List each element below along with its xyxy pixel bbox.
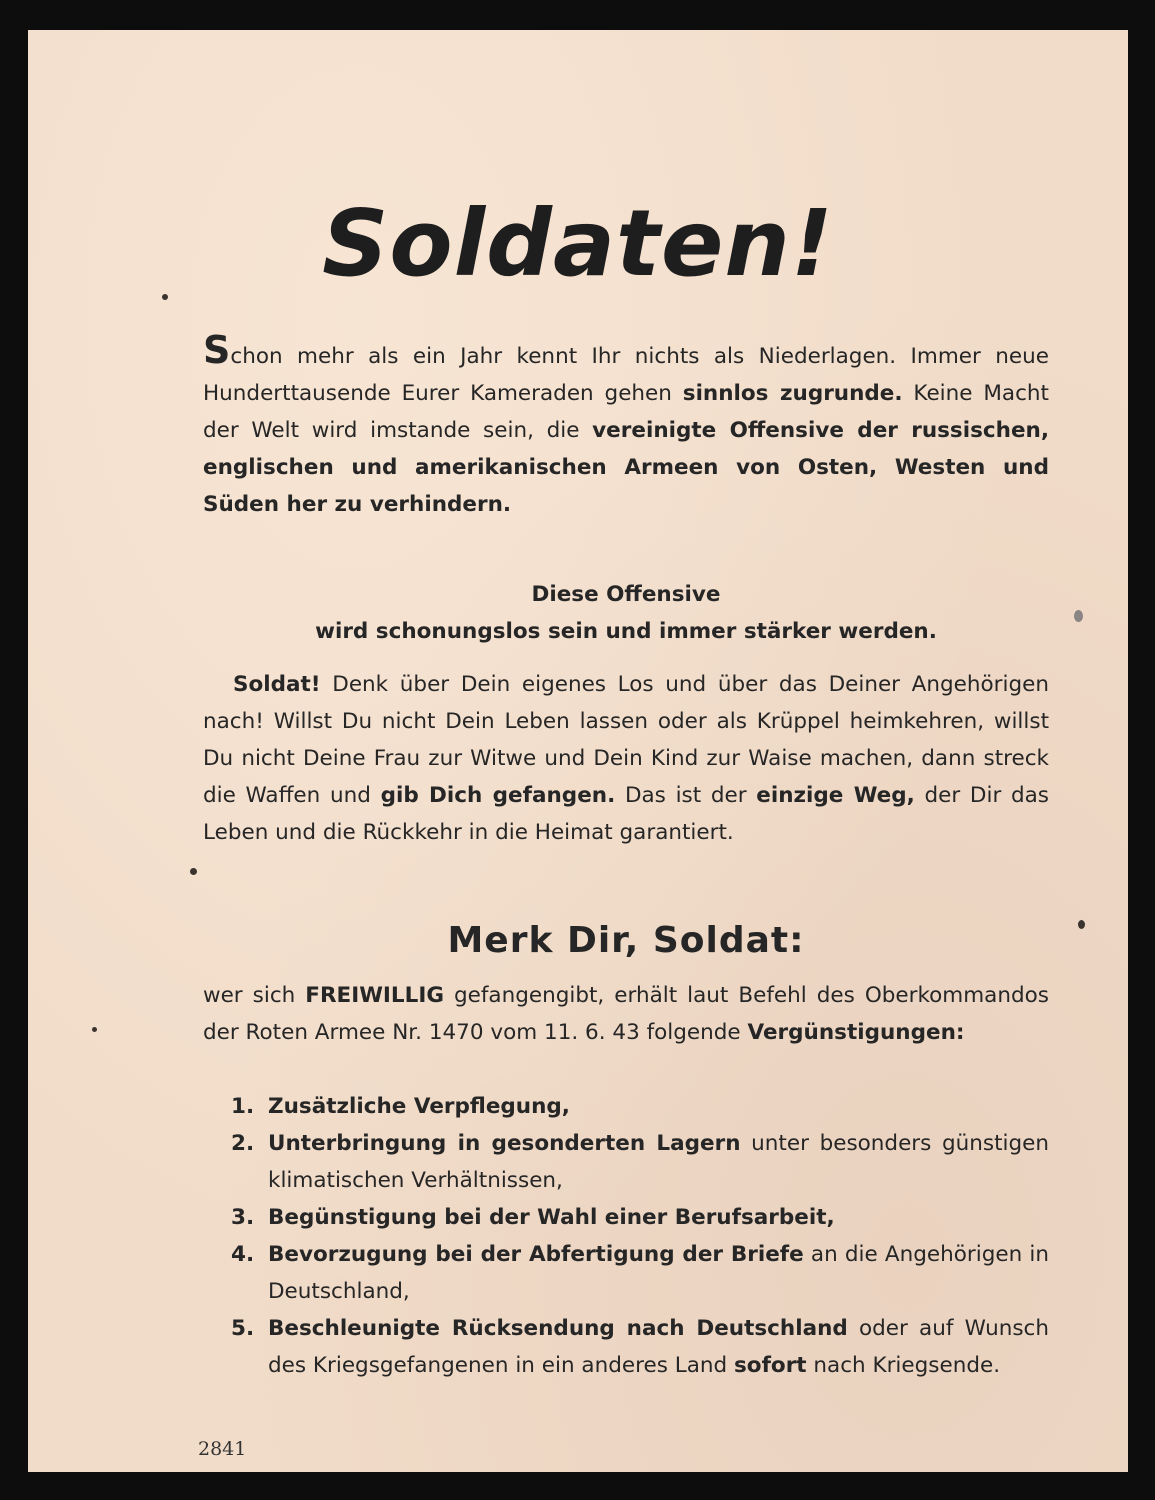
list-item — [203, 1199, 1049, 1236]
ink-spot — [1074, 610, 1083, 622]
list-item-number: 1. — [231, 1094, 255, 1119]
list-item-number: 4. — [231, 1242, 255, 1267]
list-item-bold-2: sofort — [734, 1353, 807, 1378]
appeal-bold-a: Soldat! — [233, 672, 321, 697]
intro-bold-b: vereinigte Offensive der russischen, englischen und amerikanischen Armeen von Osten, Westen und Süden her zu verhindern. — [203, 418, 1050, 517]
leaflet-paper — [28, 30, 1128, 1472]
list-item-text: unter besonders günstigen klimatischen Verhältnissen, — [268, 1131, 1049, 1193]
list-item-text: oder auf Wunsch des Kriegsgefangenen in ein anderes Land — [268, 1316, 1049, 1378]
appeal-bold-c: einzige Weg, — [756, 783, 915, 808]
section-heading: Merk Dir, Soldat: — [447, 920, 805, 961]
page-title: Soldaten! — [322, 190, 834, 297]
centered-line-2: wird schonungslos sein und immer stärker werden. — [315, 619, 937, 644]
list-item — [203, 1310, 1049, 1384]
benefits-list — [203, 1088, 1049, 1384]
appeal-bold-b: gib Dich gefangen. — [380, 783, 616, 808]
intro-text-b: Keine Macht der Welt wird imstande sein, die — [203, 381, 1049, 443]
list-item-number: 5. — [231, 1316, 255, 1341]
centered-line-1: Diese Offensive — [531, 582, 721, 607]
appeal-paragraph — [203, 666, 1049, 851]
centered-statement — [203, 576, 1049, 650]
list-item-bold: Bevorzugung bei der Abfertigung der Briefe — [268, 1242, 804, 1267]
list-item-bold: Beschleunigte Rücksendung nach Deutschland — [268, 1316, 848, 1341]
list-item-bold: Zusätzliche Verpflegung, — [268, 1094, 570, 1119]
list-item-text-2: nach Kriegsende. — [806, 1353, 1001, 1378]
appeal-text-b: Das ist der — [615, 783, 757, 808]
list-item — [203, 1125, 1049, 1199]
intro-paragraph — [203, 328, 1050, 523]
list-item-number: 3. — [231, 1205, 255, 1230]
intro-text-a: chon mehr als ein Jahr kennt Ihr nichts als Niederlagen. Immer neue Hunderttausende Eurer Kameraden gehen — [203, 344, 1049, 406]
ink-spot — [1078, 920, 1085, 929]
list-item — [203, 1236, 1049, 1310]
ink-spot — [162, 294, 168, 300]
ink-spot — [92, 1027, 97, 1032]
print-code: 2841 — [198, 1438, 247, 1460]
list-item-text: an die Angehörigen in Deutschland, — [268, 1242, 1049, 1304]
ink-spot — [190, 868, 197, 875]
list-item-bold: Unterbringung in gesonderten Lagern — [268, 1131, 741, 1156]
conditions-bold-b: Vergünstigungen: — [747, 1020, 965, 1045]
appeal-text-c: der Dir das Leben und die Rückkehr in die Heimat garantiert. — [203, 783, 1050, 845]
drop-cap: S — [203, 328, 231, 372]
list-item — [203, 1088, 1049, 1125]
conditions-text-b: gefangengibt, erhält laut Befehl des Oberkommandos der Roten Armee Nr. 1470 vom 11. 6. 43 folgende — [203, 983, 1049, 1045]
appeal-text-a: Denk über Dein eigenes Los und über das Deiner Angehörigen nach! Willst Du nicht Dein Leben lassen oder als Krüppel heimkehren, willst Du nicht Deine Frau zur Witwe und Dein Kind zur Waise machen, dann streck die Waffen und — [203, 672, 1049, 808]
list-item-bold: Begünstigung bei der Wahl einer Berufsarbeit, — [268, 1205, 835, 1230]
intro-bold-a: sinnlos zugrunde. — [682, 381, 903, 406]
conditions-bold-a: FREIWILLIG — [305, 983, 444, 1008]
list-item-number: 2. — [231, 1131, 255, 1156]
conditions-text-a: wer sich — [203, 983, 306, 1008]
conditions-paragraph — [203, 977, 1049, 1051]
